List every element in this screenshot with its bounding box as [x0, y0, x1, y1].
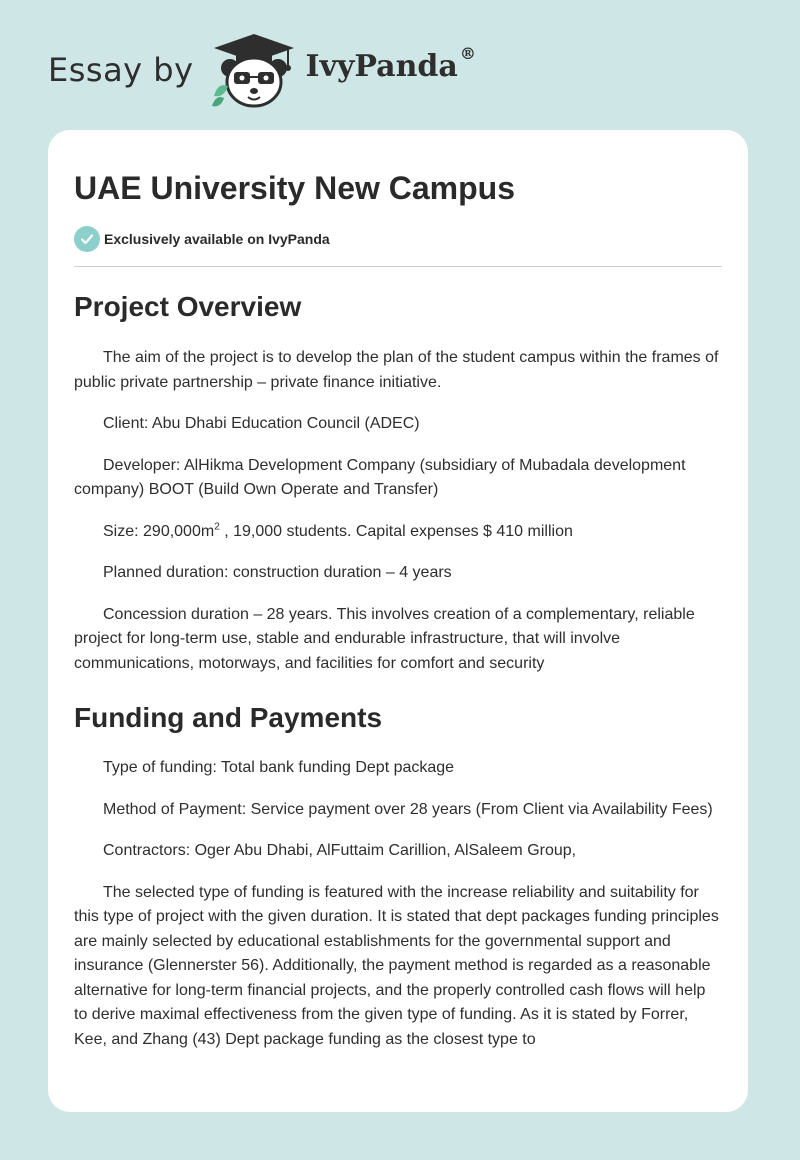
paragraph: Developer: AlHikma Development Company (subsidiary of Mubadala development company) BOOT (Build Own Operate and Transfer)	[74, 456, 686, 498]
article-title: UAE University New Campus	[74, 170, 516, 206]
paragraph: The selected type of funding is featured with the increase reliability and suitability for this type of project with the given duration. It is stated that dept packages funding principles are mainly selected by educational establishments for the governmental support and insurance (Glennerster 56). Additionally, the payment method is regarded as a reasonable alternative for long-term financial projects, and the properly controlled cash flows will help to derive maximal effectiveness from the given type of funding. As it is stated by Forrer, Kee, and Zhang (43) Dept package funding as the closest type to	[74, 883, 719, 1048]
size-rest: , 19,000 students. Capital expenses $ 410 million	[219, 522, 573, 540]
paragraph: The aim of the project is to develop the plan of the student campus within the frames of public private partnership – private finance initiative.	[74, 349, 719, 391]
size-superscript: 2	[214, 521, 220, 533]
paragraph: Client: Abu Dhabi Education Council (ADEC)	[103, 415, 420, 432]
brand-name[interactable]	[305, 43, 476, 84]
section-project-overview	[74, 289, 722, 676]
panda-logo-icon[interactable]	[208, 30, 300, 110]
title-divider	[74, 266, 722, 267]
exclusive-label: Exclusively available on IvyPanda	[104, 231, 330, 247]
paragraph: Concession duration – 28 years. This involves creation of a complementary, reliable project for long-term use, stable and endurable infrastructure, that will involve communications, motorways, and facilities for comfort and security	[74, 605, 695, 672]
paragraph: Type of funding: Total bank funding Dept package	[103, 759, 455, 776]
essay-by-label: Essay by	[48, 51, 194, 89]
paragraph: Method of Payment: Service payment over 28 years (From Client via Availability Fees)	[103, 800, 713, 818]
exclusive-badge	[74, 226, 722, 252]
article-card	[48, 130, 748, 1112]
section-heading: Funding and Payments	[74, 702, 383, 733]
brand-text: IvyPanda	[305, 48, 458, 84]
registered-mark: ®	[459, 43, 476, 63]
paragraph-size	[74, 520, 722, 545]
paragraph: Planned duration: construction duration – 4 years	[103, 564, 452, 581]
section-funding-payments	[74, 700, 722, 1052]
check-circle-icon	[74, 226, 100, 252]
paragraph: Contractors: Oger Abu Dhabi, AlFuttaim Carillion, AlSaleem Group,	[103, 842, 577, 859]
size-text: Size: 290,000m	[103, 522, 215, 540]
section-heading: Project Overview	[74, 291, 302, 322]
site-header	[48, 30, 476, 110]
